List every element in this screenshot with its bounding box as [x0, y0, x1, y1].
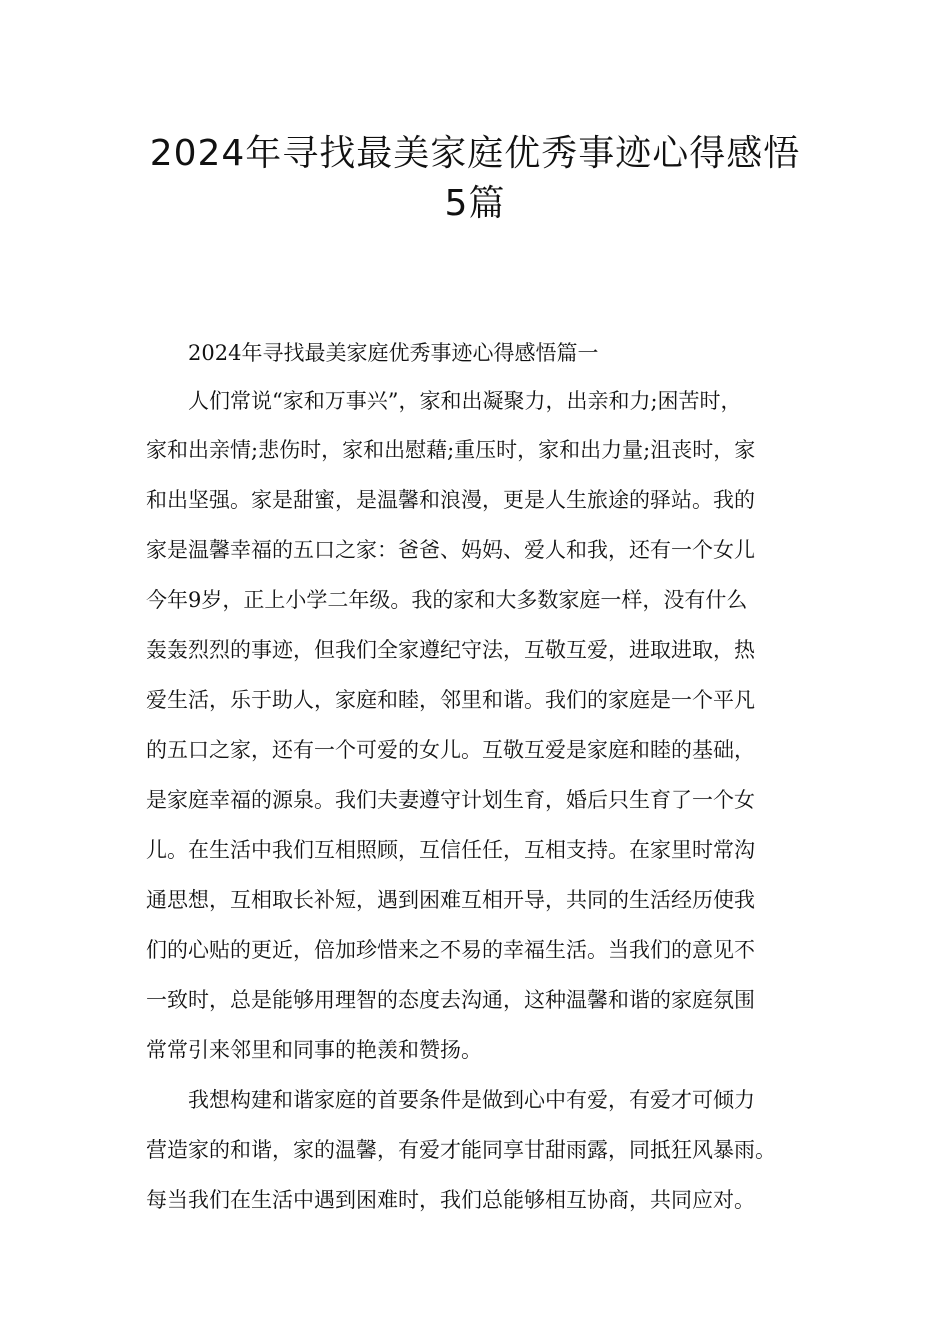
paragraph-line: 我想构建和谐家庭的首要条件是做到心中有爱，有爱才可倾力 [188, 1088, 755, 1112]
paragraph-line: 的五口之家，还有一个可爱的女儿。互敬互爱是家庭和睦的基础， [146, 738, 755, 762]
paragraph-line: 爱生活，乐于助人，家庭和睦，邻里和谐。我们的家庭是一个平凡 [146, 688, 755, 712]
paragraph-line: 儿。在生活中我们互相照顾，互信任任，互相支持。在家里时常沟 [146, 838, 755, 862]
paragraph-line: 和出坚强。家是甜蜜，是温馨和浪漫，更是人生旅途的驿站。我的 [146, 488, 755, 512]
document-title-line-1: 2024年寻找最美家庭优秀事迹心得感悟 [149, 133, 801, 174]
paragraph-line: 营造家的和谐，家的温馨，有爱才能同享甘甜雨露，同抵狂风暴雨。 [146, 1138, 776, 1162]
paragraph-line: 轰轰烈烈的事迹，但我们全家遵纪守法，互敬互爱，进取进取，热 [146, 638, 755, 662]
paragraph-line: 们的心贴的更近，倍加珍惜来之不易的幸福生活。当我们的意见不 [146, 938, 755, 962]
document-title-line-2: 5篇 [444, 183, 506, 224]
paragraph-line: 通思想，互相取长补短，遇到困难互相开导，共同的生活经历使我 [146, 888, 755, 912]
paragraph-line: 今年9岁，正上小学二年级。我的家和大多数家庭一样，没有什么 [146, 588, 748, 612]
paragraph-line: 每当我们在生活中遇到困难时，我们总能够相互协商，共同应对。 [146, 1188, 755, 1212]
paragraph-line: 家是温馨幸福的五口之家：爸爸、妈妈、爱人和我，还有一个女儿 [146, 538, 755, 562]
paragraph-line: 家和出亲情;悲伤时，家和出慰藉;重压时，家和出力量;沮丧时，家 [146, 438, 756, 462]
paragraph-line: 人们常说“家和万事兴”，家和出凝聚力，出亲和力;困苦时， [188, 389, 742, 413]
paragraph-line: 一致时，总是能够用理智的态度去沟通，这种温馨和谐的家庭氛围 [146, 988, 755, 1012]
section-heading: 2024年寻找最美家庭优秀事迹心得感悟篇一 [188, 341, 599, 365]
paragraph-line: 是家庭幸福的源泉。我们夫妻遵守计划生育，婚后只生育了一个女 [146, 788, 755, 812]
paragraph-line: 常常引来邻里和同事的艳羡和赞扬。 [146, 1038, 482, 1062]
